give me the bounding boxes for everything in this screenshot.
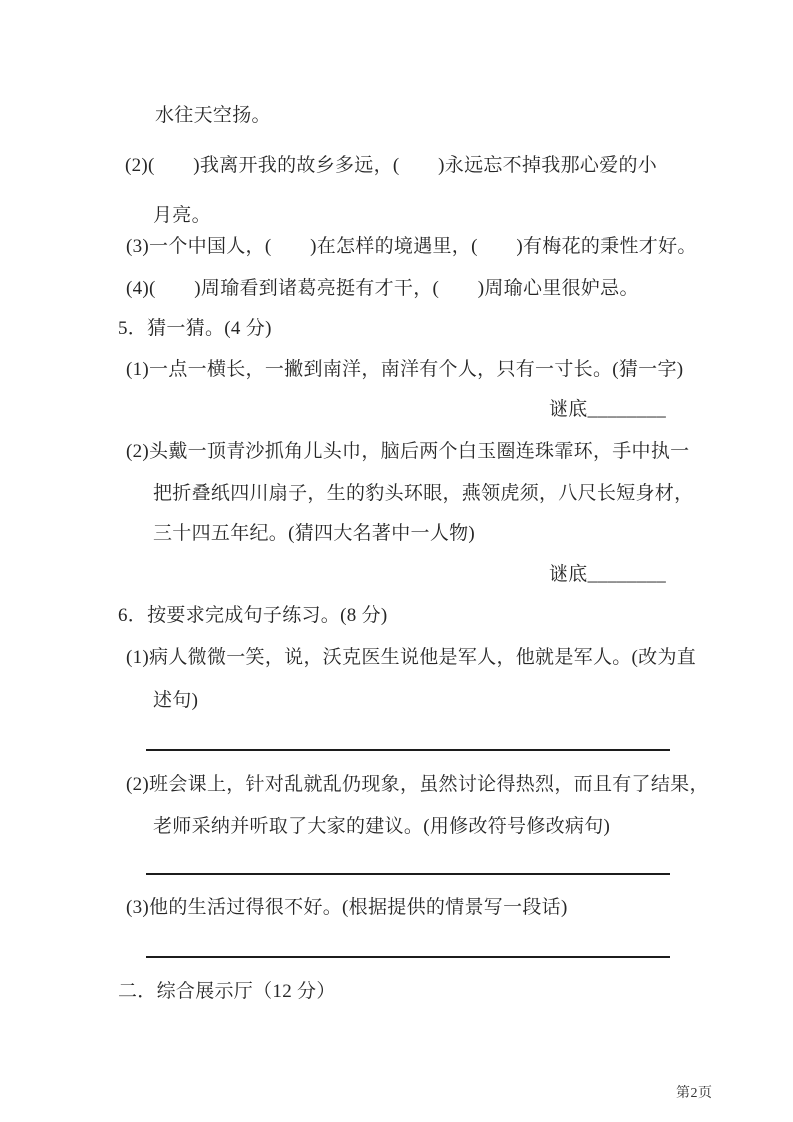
item4-sub2-line2: 月亮。 <box>153 205 211 226</box>
q6-sub1-line2: 述句) <box>153 690 199 711</box>
q5-riddle-1: (1)一点一横长，一撇到南洋，南洋有个人，只有一寸长。(猜一字) <box>126 359 684 380</box>
q5-riddle-2-line2: 把折叠纸四川扇子，生的豹头环眼，燕领虎须，八尺长短身材， <box>153 483 694 504</box>
q6-sub1-answer-line <box>146 749 670 751</box>
q5-riddle-2-line1: (2)头戴一顶青沙抓角儿头巾，脑后两个白玉圈连珠霏环，手中执一 <box>126 441 690 462</box>
question-6-heading: 6．按要求完成句子练习。(8 分) <box>118 605 388 626</box>
q6-sub3: (3)他的生活过得很不好。(根据提供的情景写一段话) <box>126 897 568 918</box>
q5-riddle-1-answer-label: 谜底________ <box>549 399 666 420</box>
item4-sub3: (3)一个中国人，( )在怎样的境遇里，( )有梅花的秉性才好。 <box>126 236 697 257</box>
q6-sub2-line1: (2)班会课上，针对乱就乱仍现象，虽然讨论得热烈，而且有了结果， <box>126 774 709 795</box>
section-2-heading: 二．综合展示厅（12 分） <box>118 981 336 1002</box>
q6-sub2-line2: 老师采纳并听取了大家的建议。(用修改符号修改病句) <box>153 816 611 837</box>
q6-sub1-line1: (1)病人微微一笑，说，沃克医生说他是军人，他就是军人。(改为直 <box>126 647 697 668</box>
item4-sub4: (4)( )周瑜看到诸葛亮挺有才干，( )周瑜心里很妒忌。 <box>126 278 639 299</box>
q6-sub3-answer-line <box>146 956 670 958</box>
page-number: 第2页 <box>676 1086 713 1101</box>
q6-sub2-answer-line <box>146 873 670 875</box>
q5-riddle-2-line3: 三十四五年纪。(猜四大名著中一人物) <box>153 523 476 544</box>
item4-sub1-continuation: 水往天空扬。 <box>155 105 271 126</box>
q5-riddle-2-answer-label: 谜底________ <box>549 564 666 585</box>
question-5-heading: 5．猜一猜。(4 分) <box>118 318 272 339</box>
item4-sub2-line1: (2)( )我离开我的故乡多远，( )永远忘不掉我那心爱的小 <box>125 155 658 176</box>
